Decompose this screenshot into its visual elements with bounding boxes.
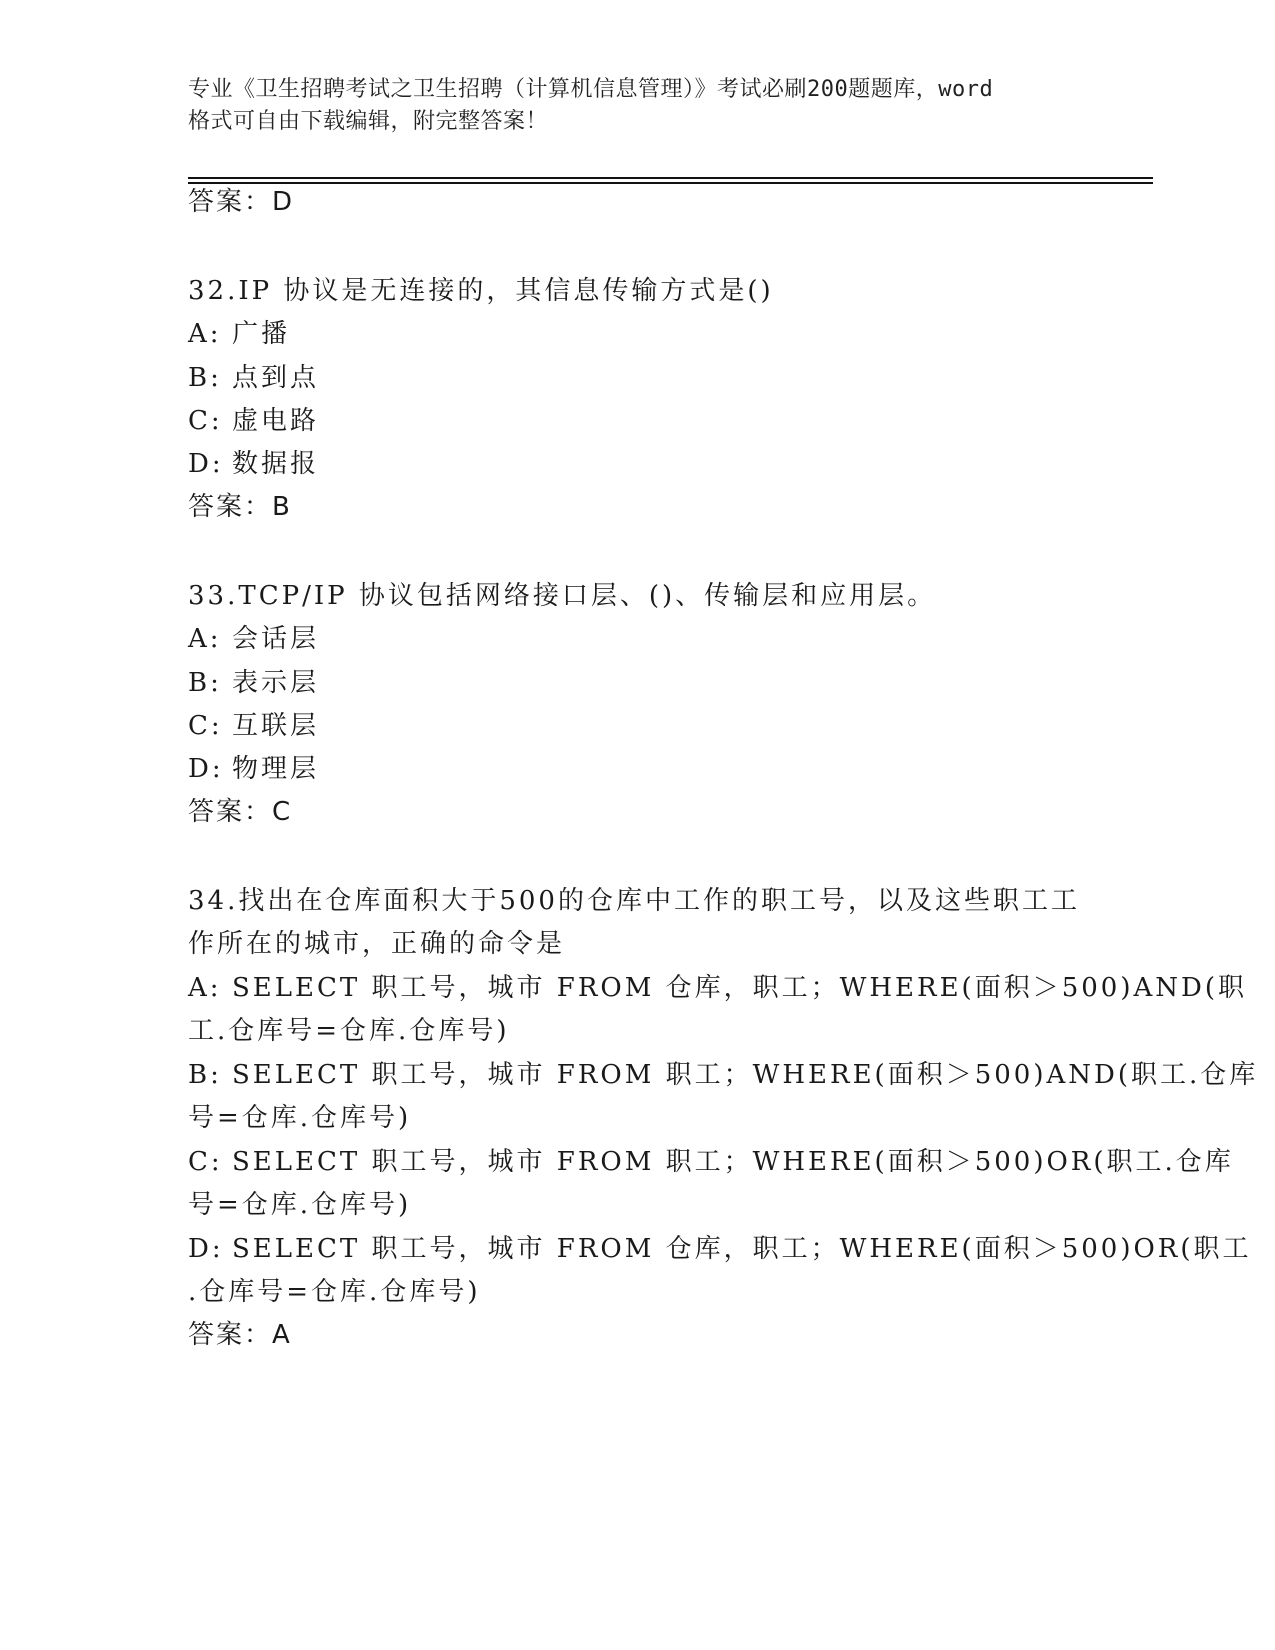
question-33-option-d xyxy=(188,753,319,785)
option-text: 互联层 xyxy=(232,711,320,741)
question-33-answer: 答案：C xyxy=(188,797,293,827)
document-header xyxy=(188,74,1088,138)
question-32-option-b xyxy=(188,362,319,394)
question-33-stem: 33.TCP/IP 协议包括网络接口层、()、传输层和应用层。 xyxy=(188,581,937,611)
question-34-option-c-line-2: 号=仓库.仓库号) xyxy=(188,1190,412,1220)
option-text: 会话层 xyxy=(232,624,320,654)
option-letter: D: xyxy=(188,1234,224,1264)
option-letter: A: xyxy=(188,624,222,654)
option-letter: C: xyxy=(188,406,223,436)
option-text: SELECT 职工号，城市 FROM 职工；WHERE(面积＞500)AND(职工.仓库 xyxy=(232,1060,1259,1090)
question-32-stem: 32.IP 协议是无连接的，其信息传输方式是() xyxy=(188,276,774,306)
question-33-option-b xyxy=(188,667,319,699)
option-text: 物理层 xyxy=(232,754,320,784)
option-letter: C: xyxy=(188,711,223,741)
header-divider-top xyxy=(188,177,1153,179)
question-32-answer: 答案：B xyxy=(188,492,292,522)
question-33-option-a xyxy=(188,623,319,655)
option-text: 虚电路 xyxy=(232,406,320,436)
question-32-option-c xyxy=(188,405,319,437)
previous-answer: 答案：D xyxy=(188,187,295,217)
question-34-option-a-line-1 xyxy=(188,972,1247,1004)
question-34-stem-line-1: 34.找出在仓库面积大于500的仓库中工作的职工号，以及这些职工工 xyxy=(188,886,1080,916)
option-text: SELECT 职工号，城市 FROM 仓库，职工；WHERE(面积＞500)OR(职工 xyxy=(232,1234,1252,1264)
question-32-option-a xyxy=(188,318,290,350)
option-text: 广播 xyxy=(232,319,291,349)
option-text: 点到点 xyxy=(232,363,320,393)
question-32-option-d xyxy=(188,448,319,480)
option-letter: A: xyxy=(188,319,222,349)
question-34-stem-line-2: 作所在的城市，正确的命令是 xyxy=(188,929,566,959)
option-letter: B: xyxy=(188,363,222,393)
option-text: 表示层 xyxy=(232,668,320,698)
option-letter: D: xyxy=(188,754,224,784)
option-letter: B: xyxy=(188,1060,222,1090)
question-34-option-c-line-1 xyxy=(188,1146,1234,1178)
question-34-option-d-line-2: .仓库号=仓库.仓库号) xyxy=(188,1277,481,1307)
option-letter: B: xyxy=(188,668,222,698)
question-34-option-b-line-2: 号=仓库.仓库号) xyxy=(188,1103,412,1133)
question-34-option-d-line-1 xyxy=(188,1233,1252,1265)
header-line-1: 专业《卫生招聘考试之卫生招聘（计算机信息管理）》考试必刷200题题库，word xyxy=(188,77,994,102)
option-letter: A: xyxy=(188,973,222,1003)
question-33-option-c xyxy=(188,710,319,742)
option-letter: C: xyxy=(188,1147,223,1177)
option-text: SELECT 职工号，城市 FROM 职工；WHERE(面积＞500)OR(职工.仓库 xyxy=(232,1147,1234,1177)
question-34-answer: 答案：A xyxy=(188,1320,292,1350)
question-34-option-b-line-1 xyxy=(188,1059,1258,1091)
header-line-2: 格式可自由下载编辑，附完整答案！ xyxy=(188,109,549,134)
header-divider-bottom xyxy=(188,182,1153,184)
option-text: 数据报 xyxy=(232,449,320,479)
option-text: SELECT 职工号，城市 FROM 仓库，职工；WHERE(面积＞500)AND(职 xyxy=(232,973,1247,1003)
option-letter: D: xyxy=(188,449,224,479)
question-34-option-a-line-2: 工.仓库号=仓库.仓库号) xyxy=(188,1016,510,1046)
